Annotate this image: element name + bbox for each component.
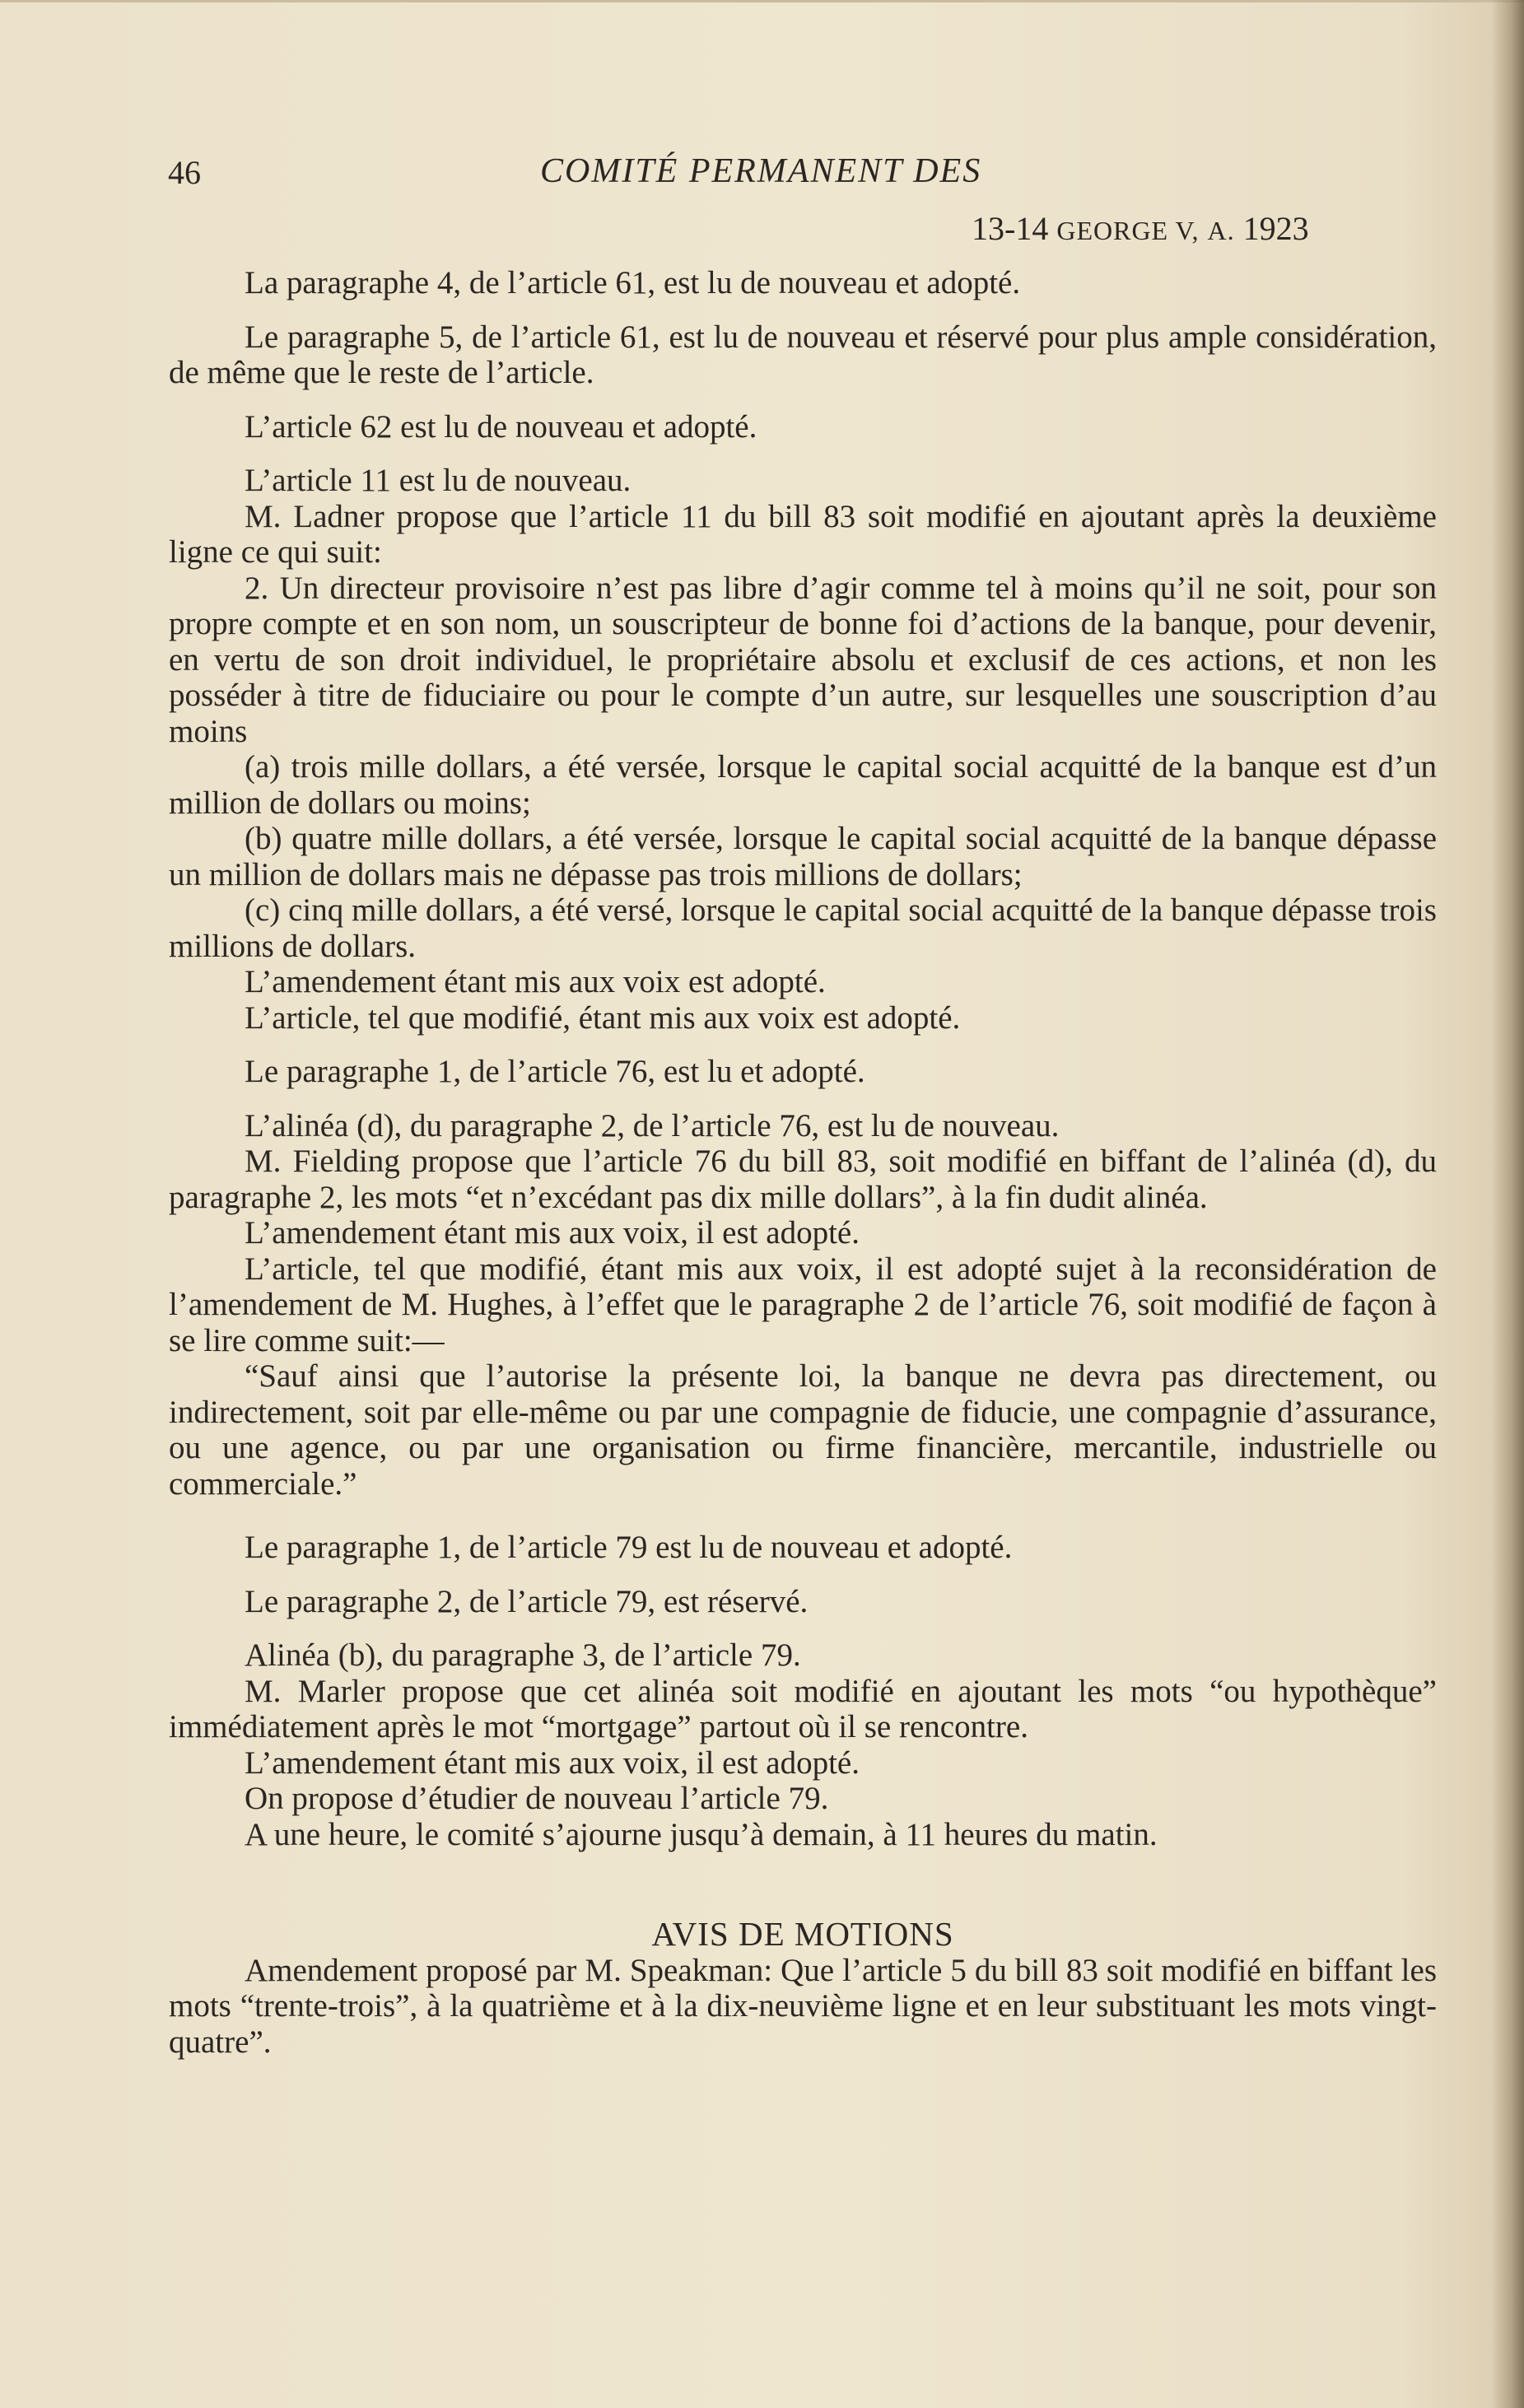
session-numbers: 13-14 [972,210,1049,247]
paragraph: M. Marler propose que cet alinéa soit modifié en ajoutant les mots “ou hypothèque” immédiatement après le mot “mortgage” partout où il se rencontre. [169,1673,1437,1744]
paragraph: Le paragraphe 2, de l’article 79, est réservé. [245,1583,809,1619]
paragraph: Alinéa (b), du paragraphe 3, de l’article 79. [245,1637,801,1673]
paragraph: L’article, tel que modifié, étant mis aux voix, il est adopté sujet à la reconsidération de l’amendement de M. Hughes, à l’effet que le paragraphe 2 de l’article 76, soit modifié de façon à se lire comme suit:— [169,1251,1437,1358]
paragraph: “Sauf ainsi que l’autorise la présente loi, la banque ne devra pas directement, ou indirectement, soit par elle-même ou par une compagnie de fiducie, une compagnie d’assurance, ou une agence, ou par une organisation ou firme financière, mercantile, industrielle ou commerciale.” [169,1358,1437,1502]
page-number: 46 [168,154,201,191]
paragraph: (c) cinq mille dollars, a été versé, lorsque le capital social acquitté de la banque dépasse trois millions de dollars. [169,892,1437,964]
top-rule [0,0,1524,2]
paragraph: L’amendement étant mis aux voix, il est adopté. [245,1744,860,1781]
paragraph: L’alinéa (d), du paragraphe 2, de l’article 76, est lu de nouveau. [245,1107,1060,1143]
session-king: GEORGE V, [1056,216,1200,245]
body-text [169,265,1437,2060]
paragraph: (a) trois mille dollars, a été versée, lorsque le capital social acquitté de la banque est d’un million de dollars ou moins; [169,749,1437,821]
paragraph: M. Ladner propose que l’article 11 du bill 83 soit modifié en ajoutant après la deuxième ligne ce qui suit: [169,498,1437,570]
paragraph: M. Fielding propose que l’article 76 du bill 83, soit modifié en biffant de l’alinéa (d), du paragraphe 2, les mots “et n’excédant pas dix mille dollars”, à la fin dudit alinéa. [169,1143,1437,1215]
paragraph: 2. Un directeur provisoire n’est pas libre d’agir comme tel à moins qu’il ne soit, pour son propre compte et en son nom, un souscripteur de bonne foi d’actions de la banque, pour devenir, en vertu de son droit individuel, le propriétaire absolu et exclusif de ces actions, et non les posséder à titre de fiduciaire ou pour le compte d’un autre, sur lesquelles une souscription d’au moins [169,570,1437,749]
paragraph: L’article 62 est lu de nouveau et adopté. [245,408,757,445]
paragraph: A une heure, le comité s’ajourne jusqu’à demain, à 11 heures du matin. [245,1816,1158,1852]
session-anno: A. [1207,216,1235,245]
paragraph: L’amendement étant mis aux voix est adopté. [245,964,826,999]
paragraph: L’amendement étant mis aux voix, il est adopté. [245,1215,860,1251]
section-heading: AVIS DE MOTIONS [651,1915,954,1953]
paragraph: Le paragraphe 5, de l’article 61, est lu de nouveau et réservé pour plus ample considération, de même que le reste de l’article. [169,319,1437,390]
paragraph: On propose d’étudier de nouveau l’article 79. [245,1781,829,1816]
paragraph: L’article 11 est lu de nouveau. [245,463,632,498]
paragraph: Le paragraphe 1, de l’article 76, est lu et adopté. [245,1054,865,1089]
paragraph: Le paragraphe 1, de l’article 79 est lu de nouveau et adopté. [245,1530,1013,1565]
session-year: 1923 [1242,210,1309,247]
running-title: COMITÉ PERMANENT DES [540,152,982,190]
session-year-line [972,209,1309,248]
book-gutter-shadow [1491,0,1524,2408]
paragraph: (b) quatre mille dollars, a été versée, lorsque le capital social acquitté de la banque dépasse un million de dollars mais ne dépasse pas trois millions de dollars; [169,821,1437,892]
paragraph: L’article, tel que modifié, étant mis aux voix est adopté. [245,999,961,1036]
paragraph: La paragraphe 4, de l’article 61, est lu de nouveau et adopté. [245,265,1021,300]
motion-paragraph: Amendement proposé par M. Speakman: Que l’article 5 du bill 83 soit modifié en biffant les mots “trente-trois”, à la quatrième et à la dix-neuvième ligne et en leur substituant les mots vingt-quatre”. [169,1952,1437,2060]
